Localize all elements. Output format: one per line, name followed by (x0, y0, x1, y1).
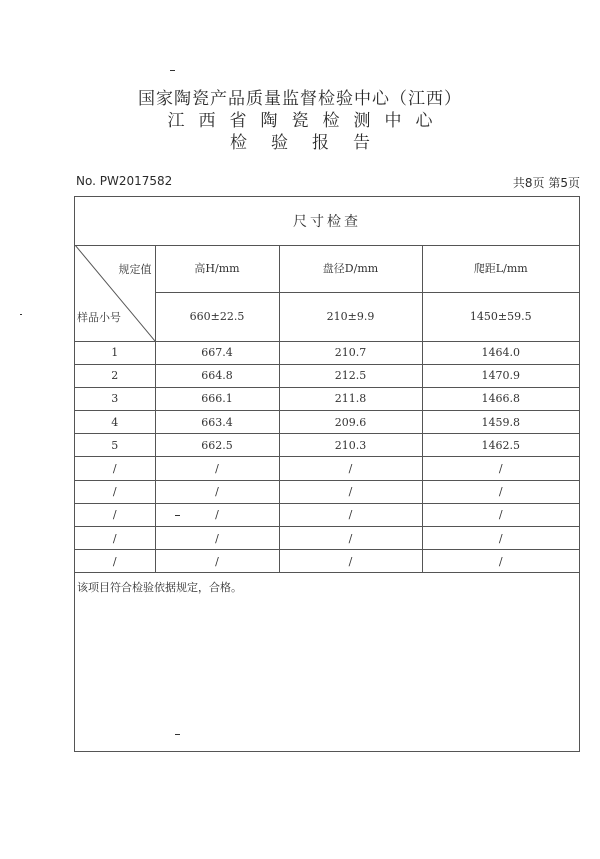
table-row (75, 341, 579, 364)
spec-value-label: 规定值 (118, 263, 152, 276)
measurement-cell: 211.8 (279, 387, 422, 410)
sample-number-cell: / (75, 550, 155, 573)
dimension-table (75, 245, 579, 573)
spec-creepage: 1450±59.5 (422, 292, 579, 341)
table-row (75, 411, 579, 434)
measurement-cell: 664.8 (155, 364, 279, 387)
sample-number-cell: 3 (75, 387, 155, 410)
sample-number-label: 样品小号 (77, 310, 121, 324)
measurement-cell: 1462.5 (422, 434, 579, 457)
scan-speck (170, 70, 175, 71)
scan-speck (20, 314, 22, 315)
measurement-cell: / (422, 503, 579, 526)
column-header-diameter: 盘径D/mm (279, 245, 422, 292)
measurement-cell: / (279, 527, 422, 550)
conclusion-text: 该项目符合检验依据规定，合格。 (77, 581, 242, 594)
measurement-cell: / (279, 480, 422, 503)
diagonal-header-cell (75, 245, 155, 341)
measurement-cell: / (155, 550, 279, 573)
table-row (75, 364, 579, 387)
table-row (75, 550, 579, 573)
table-row (75, 387, 579, 410)
table-row (75, 480, 579, 503)
column-header-creepage: 爬距L/mm (422, 245, 579, 292)
sample-number-cell: 4 (75, 411, 155, 434)
provincial-center-name: 江西省陶瓷检测中心 (167, 111, 447, 131)
measurement-cell: / (279, 550, 422, 573)
sample-number-cell: / (75, 457, 155, 480)
measurement-cell: 1459.8 (422, 411, 579, 434)
sample-number-cell: 1 (75, 341, 155, 364)
measurement-cell: / (422, 457, 579, 480)
measurement-cell: / (422, 480, 579, 503)
measurement-cell: 666.1 (155, 387, 279, 410)
table-row (75, 457, 579, 480)
measurement-cell: / (422, 550, 579, 573)
sample-number-cell: / (75, 480, 155, 503)
measurement-cell: 663.4 (155, 411, 279, 434)
sample-number-cell: 2 (75, 364, 155, 387)
measurement-cell: / (279, 457, 422, 480)
measurement-cell: / (422, 527, 579, 550)
measurement-cell: 1464.0 (422, 341, 579, 364)
table-row (75, 503, 579, 526)
measurement-cell: 1470.9 (422, 364, 579, 387)
measurement-cell: 210.3 (279, 434, 422, 457)
measurement-cell: 212.5 (279, 364, 422, 387)
table-row (75, 434, 579, 457)
spec-height: 660±22.5 (155, 292, 279, 341)
diagonal-line (75, 245, 155, 341)
sample-number-cell: 5 (75, 434, 155, 457)
page-indicator: 共8页 第5页 (512, 176, 580, 190)
measurement-cell: 210.7 (279, 341, 422, 364)
sample-number-cell: / (75, 503, 155, 526)
measurement-cell: 1466.8 (422, 387, 579, 410)
section-title: 尺寸检查 (75, 197, 579, 246)
spec-diameter: 210±9.9 (279, 292, 422, 341)
measurement-cell: / (155, 457, 279, 480)
table-row (75, 527, 579, 550)
report-type: 检验报告 (230, 133, 394, 153)
center-name: 国家陶瓷产品质量监督检验中心（江西） (138, 89, 462, 109)
measurement-cell: 662.5 (155, 434, 279, 457)
measurement-cell: / (155, 503, 279, 526)
measurement-cell: / (279, 503, 422, 526)
report-header (0, 88, 600, 154)
sample-number-cell: / (75, 527, 155, 550)
measurement-cell: 667.4 (155, 341, 279, 364)
report-number: No. PW2017582 (76, 174, 173, 188)
measurement-cell: 209.6 (279, 411, 422, 434)
measurement-cell: / (155, 527, 279, 550)
measurement-cell: / (155, 480, 279, 503)
inspection-form (74, 196, 580, 752)
column-header-row (75, 245, 579, 292)
column-header-height: 高H/mm (155, 245, 279, 292)
